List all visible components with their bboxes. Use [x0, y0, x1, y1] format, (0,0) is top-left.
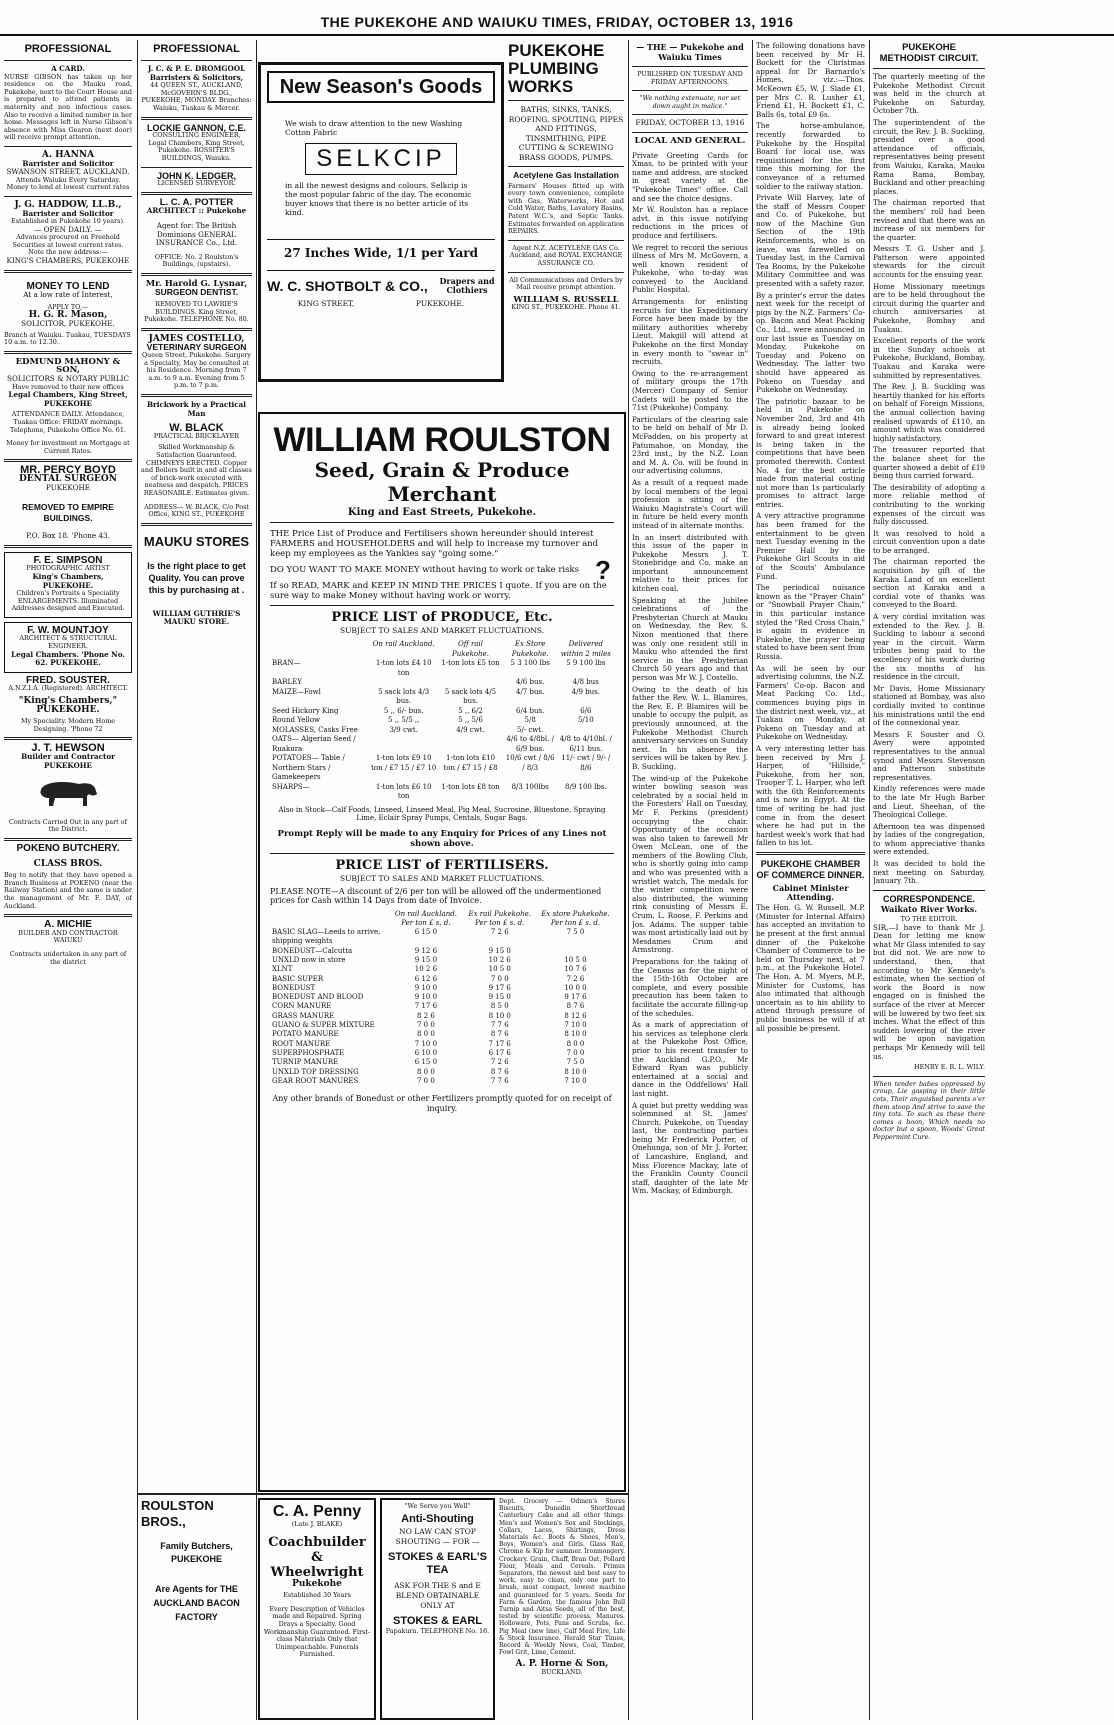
selkcip-logo: SELKCIP: [305, 143, 456, 175]
table-cell: 8 5 0: [490, 1002, 509, 1011]
table-header-row: [270, 910, 614, 929]
table-cell: 1-ton lots £4 10 ton: [375, 659, 432, 677]
table-header-cell: Delivered within 2 miles: [560, 640, 611, 658]
bull-illustration: [4, 776, 132, 813]
table-cell: 7 0 0: [417, 1021, 435, 1030]
table-cell: 8 12 6: [564, 1011, 587, 1020]
paper-nameplate: — THE — Pukekohe and Waiuku Times: [636, 42, 744, 62]
table-cell: 7 17 6: [414, 1002, 438, 1011]
table-cell: 10 5 0: [564, 955, 587, 964]
table-cell: 8 7 6: [490, 1030, 509, 1039]
card-michie: A. MICHIE BUILDER AND CONTRACTOR WAIUKU Contracts undertaken in any part of the district: [9, 919, 127, 966]
table-row: [270, 688, 614, 707]
table-cell: 4/6 bus.: [516, 678, 545, 686]
table-cell: 6 12 6: [414, 974, 438, 983]
table-cell: [438, 678, 502, 688]
column-rule: [869, 40, 870, 1720]
column-methodist-circuit: PUKEKOHE METHODIST CIRCUIT. The quarterly meeting of the Pukekohe Methodist Circuit was held in the church at Pukekohe on Saturday, October 7th. The superintendent of the circuit, the Rev. J. B. Suckling, presided over a good attendance of officials, representatives being present from Waiuku, Karaka, Mauku Rama Rama, Bombay, Buckland and other preaching places. The chairman reported that the members' roll had been revised and that there was an increase of six members for the quarter. Messrs T. G. Usher and J. Patterson were appointed stewards for the circuit accounts for the ensuing year. Home Missionary meetings are to be held throughout the circuit during the quarter and church anniversaries at Pukekohe, Bombay and Tuakau. Excellent reports of the work in the Sunday schools at Pukekohe, Buckland, Bombay, Tuakau and Karaka were submitted by representatives. The Rev. J. B. Suckling was heartily thanked for his efforts on behalf of Foreign Missions, the annual collection having realised upwards of £110, an amount which was considered highly satisfactory. The treasurer reported that the balance sheet for the quarter showed a debit of £19 being thus carried forward. The desirability of adopting a more reliable method of contributing to the working expenses of the circuit was fully discussed. It was resolved to hold a circuit convention upon a date to be arranged. The chairman reported the acquisition by gift of the Karaka Land of an excellent section at Karaka and a cordial vote of thanks was conveyed to the Board. A very cordial invitation was extended to the Rev. J. B. Suckling to labour a second year in the circuit. Warm tributes being paid to the excellency of his work during the six months of his residence in the circuit. Mr Davis, Home Missionary stationed at Bombay, was also cordially invited to continue his ministrations until the end of the connexional year. Messrs F. Souster and O. Avery were appointed representatives to the annual synod and Messrs Stevenson and Patterson substitute representatives. Kindly references were made to the late Mr Hugh Barber and Lieut. Sheehan, of the Theological College. Afternoon tea was dispensed by ladies of the congregation, to whom appreciative thanks were extended. It was decided to hold the next meeting on Saturday, January 7th. CORRESPONDENCE. Waikato River Works. TO THE EDITOR. SIR,—I have to thank Mr J. Dean for letting me know what Mr Glass intended to say but did not. We are now to understand, then, that according to Mr Kennedy's estimate, when the section of work the Board is now engaged on is finished the surface of the river at Mercer will be lowered by two feet six inches. What the effect of this sudden lowering of the river will be upon navigation perhaps Mr Kennedy will tell us. HENRY E. R. L. WILY. When tender babes oppressed by croup, Lie gasping in their little cots, Their anguished parents o'er them stoop And strive to save the tiny tots. To such as these there comes a boon, Which needs no doctor but a spoon, Woods' Great Peppermint Cure.: [873, 42, 985, 1141]
chamber-headline: PUKEKOHE CHAMBER OF COMMERCE DINNER.: [756, 859, 865, 881]
card-mountjoy: F. W. MOUNTJOY ARCHITECT & STRUCTURAL ENGINEER. Legal Chambers. 'Phone No. 62. PUKEKOHE.: [4, 622, 132, 673]
table-cell: POTATO MANURE: [272, 1030, 339, 1039]
table-cell: 10 5 0: [488, 965, 511, 974]
table-cell: 7 2 6: [490, 1058, 509, 1067]
table-cell: BASIC SUPER: [272, 974, 324, 983]
section-heading: PROFESSIONAL: [153, 43, 240, 55]
column-professional-2: [141, 42, 252, 1722]
table-cell: 8 2 6: [417, 1011, 435, 1020]
table-cell: 5 ,, 5/6: [458, 716, 483, 724]
table-row: [270, 965, 614, 974]
table-cell: GEAR ROOT MANURES: [272, 1076, 359, 1085]
table-cell: 7 10 0: [564, 1076, 587, 1085]
table-cell: SUPERPHOSPHATE: [272, 1048, 345, 1057]
table-cell: 5/- cwt.: [516, 725, 544, 734]
table-cell: [438, 735, 502, 754]
table-cell: 4/8 to 4/10bl. / 6/11 bus.: [559, 735, 612, 753]
table-cell: UNXLD TOP DRESSING: [272, 1067, 359, 1076]
column-professional-1: [4, 42, 132, 1722]
table-cell: 6 15 0: [414, 1058, 438, 1067]
table-cell: 9 17 6: [564, 993, 587, 1002]
table-cell: 8 7 6: [566, 1002, 585, 1011]
ad-c-a-penny: C. A. Penny (Late J. BLAKE) Coachbuilder & Wheelwright Pukekohe Established 30 Years Every Description of Vehicles made and Repaired. Spring Drays a Specialty. Good Workmanship Guaranteed. First-class Materials Only that Unimpeachable. Funerals Furnished.: [258, 1498, 376, 1720]
table-cell: BRAN—: [272, 659, 301, 667]
table-header-cell: On rail Auckland.: [372, 640, 435, 648]
table-cell: 10 7 6: [564, 965, 587, 974]
table-cell: 5 ,, 6/2: [458, 706, 483, 715]
table-cell: 8 10 0: [564, 1067, 587, 1076]
ad-william-roulston: WILLIAM ROULSTON Seed, Grain & Produce Merchant King and East Streets, Pukekohe. THE Price List of Produce and Fertilisers shown hereunder should interest FARMERS and HOUSEHOLDERS and will help to increase my turnover and keep my employees as the Yankies say "going some." DO YOU WANT TO MAKE MONEY without having to work or take risks ? If so READ, MARK and KEEP IN MIND THE PRICES I quote. If you are on the sure way to make Money without having work or worry. PRICE LIST of PRODUCE, Etc. SUBJECT TO SALES AND MARKET FLUCTUATIONS. On rail Auckland. Off rail Pukekohe. Ex Store Pukekohe. Delivered within 2 miles BRAN— 1-ton lots £4 10 ton 1-ton lots £5 ton 5 3 100 lbs 5 9 100 lbs BARLEY 4/6 bus. 4/8 bus MAIZE—Fowl 5 sack lots 4/3 bus. 5 sack lots 4/5 bus. 4/7 bus. 4/9 bus. Seed Hickory King 5 ,, 6/- bus. 5 ,, 6/2 6/4 bus. 6/6 Round Yellow 5 ,, 5/5 ,, 5 ,, 5/6 5/8 5/10 MOLASSES, Casks Free 3/9 cwt. 4/9 cwt. 5/- cwt. OATS— Algerian Seed / Ruakura 4/6 to 4/8bl. / 6/9 bus. 4/8 to 4/10bl. / 6/11 bus. POTATOES— Table / Northern Stars / Gamekeepers 1-ton lots £9 10 ton / £7 15 / £7 10 1-ton lots £10 ton / £7 15 / £8 10/6 cwt / 8/6 / 8/3 11/- cwt / 9/- / 8/6 SHARPS— 1-ton lots £6 10 ton 1-ton lots £8 ton 8/3 100lbs 8/9 100 lbs. Also in Stock—Calf Foods, Linseed, Linseed Meal, Pig Meal, Sucrosine, Bluestone, Spraying Lime, Eclair Spray Pumps, Centals, Sugar Bags. Prompt Reply will be made to any Enquiry for Prices of any Lines not shown above. PRICE LIST of FERTILISERS. SUBJECT TO SALES AND MARKET FLUCTUATIONS. PLEASE NOTE—A discount of 2/6 per ton will be allowed off the undermentioned prices for Cash within 14 Days from date of Invoice. On rail Auckland. Per ton £ s. d. Ex rail Pukekohe. Per ton £ s. d. Ex store Pukekohe. Per ton £ s. d. BASIC SLAG—Leeds to arrive, shipping weights 6 15 0 7 2 6 7 5 0 BONEDUST—Calcutta 9 12 6 9 15 0 UNXLD now in store 9 15 0 10 2 6 10 5 0 XLNT 10 2 6 10 5 0 10 7 6 BASIC SUPER 6 12 6 7 0 0 7 2 6 BONEDUST 9 10 0 9 17 6 10 0 0 BONEDUST AND BLOOD 9 10 0 9 15 0 9 17 6 CORN MANURE 7 17 6 8 5 0 8 7 6 GRASS MANURE 8 2 6 8 10 0 8 12 6 GUANO & SUPER MIXTURE 7 0 0 7 7 6 7 10 0 POTATO MANURE 8 0 0 8 7 6 8 10 0 ROOT MANURE 7 10 0 7 17 6 8 0 0 SUPERPHOSPHATE 6 10 0 6 17 6 7 0 0 TURNIP MANURE 6 15 0 7 2 6 7 5 0 UNXLD TOP DRESSING 8 0 0 8 7 6 8 10 0 GEAR ROOT MANURES 7 0 0 7 7 6 7 10 0 Any other brands of Bonedust or other Fertilizers promptly quoted for on receipt of inquiry.: [258, 412, 626, 1492]
card-hanna: A. HANNA Barrister and Solicitor SWANSON STREET, AUCKLAND. Attends Waiuku Every Saturday. Money to lend at lowest current rates: [6, 149, 130, 192]
table-cell: 9 15 0: [488, 946, 511, 955]
table-cell: 4/9 bus.: [571, 687, 600, 696]
table-cell: POTATOES— Table / Northern Stars / Gamekeepers: [272, 754, 345, 781]
table-cell: SHARPS—: [272, 782, 310, 791]
card-souster: FRED. SOUSTER. A.N.Z.I.A. (Registered). ARCHITECT. "King's Chambers," PUKEKOHE. My Speciality. Modern Home Designing. 'Phone 72: [8, 674, 128, 733]
table-header-cell: Ex Store Pukekohe.: [511, 640, 549, 658]
table-cell: 8 0 0: [566, 1039, 585, 1048]
table-cell: 1-ton lots £5 ton: [441, 659, 500, 667]
masthead: [0, 0, 1114, 36]
fertiliser-price-table: [270, 910, 614, 1087]
table-cell: OATS— Algerian Seed / Ruakura: [272, 735, 356, 753]
table-cell: 9 10 0: [414, 993, 438, 1002]
table-cell: 10 2 6: [414, 965, 438, 974]
table-cell: 7 2 6: [490, 928, 509, 937]
table-header-cell: On rail Auckland. Per ton £ s. d.: [394, 909, 457, 927]
table-row: [270, 1021, 614, 1030]
card-ledger: JOHN K. LEDGER, LICENSED SURVEYOR.: [156, 170, 236, 188]
ad-selkcip: New Season's Goods We wish to draw attention to the new Washing Cotton Fabric SELKCIP in all the newest designs and colours. Selkcip is the most popular fabric of the day. The economic buyer knows that there is no better article of its kind. 27 Inches Wide, 1/1 per Yard W. C. SHOTBOLT & CO., Drapers and Clothiers KING STREET, PUKEKOHE.: [258, 62, 504, 382]
card-dromgool: J. C. & P. E. DROMGOOL Barristers & Solicitors, 44 QUEEN ST., AUCKLAND, McGOVERN'S BLDG., PUKEKOHE, MONDAY. Branches: Waiuku, Tuakau & Mercer.: [141, 64, 252, 112]
table-cell: 8 7 6: [490, 1067, 509, 1076]
table-row: [270, 754, 614, 783]
table-cell: 1-ton lots £8 ton: [441, 782, 500, 791]
table-row: [270, 707, 614, 717]
card-percy-boyd: MR. PERCY BOYD DENTAL SURGEON PUKEKOHE REMOVED TO EMPIRE BUILDINGS. P.O. Box 18. 'Phone 43.: [19, 464, 117, 541]
table-cell: 5 ,, 6/- bus.: [383, 706, 424, 715]
table-cell: UNXLD now in store: [272, 955, 346, 964]
table-cell: [369, 678, 438, 688]
table-cell: 7 17 6: [488, 1039, 511, 1048]
table-cell: 4/6 to 4/8bl. / 6/9 bus.: [506, 735, 554, 753]
table-cell: 4/8 bus: [572, 678, 599, 686]
ad-roulston-bros: ROULSTON BROS., Family Butchers, PUKEKOHE Are Agents for THE AUCKLAND BACON FACTORY: [141, 1498, 240, 1622]
section-heading: PROFESSIONAL: [24, 43, 112, 55]
card-mahony: EDMUND MAHONY & SON, SOLICITORS & NOTARY PUBLIC Have removed to their new offices Legal Chambers, King Street, PUKEKOHE ATTENDANCE DAILY. Attendance, Tuakau Office: FRIDAY mornings. Telephone, Pukekohe Office No. 61. Money for investment on Mortgage at Current Rates.: [6, 356, 130, 455]
table-header-cell: Ex rail Pukekohe. Per ton £ s. d.: [468, 909, 531, 927]
card-nurse-gibson: A CARD. NURSE GIBSON has taken up her residence on the Mauku road, Pukekohe, next to the Court House and is prepared to attend patients in maternity and non infectious cases. Also to receive a limited number in her home. Messages left in Nurse Gibson's absence with Miss Gearon (next door) will receive prompt attention.: [4, 64, 132, 142]
table-cell: 7 0 0: [417, 1076, 435, 1085]
table-cell: GRASS MANURE: [272, 1011, 335, 1020]
table-cell: XLNT: [272, 965, 293, 974]
table-cell: 10 2 6: [488, 955, 511, 964]
card-mason: MONEY TO LEND At a low rate of Interest, APPLY TO,— H. G. R. Mason, SOLICITOR, PUKEKOHE. Branch at Waiuku. Tuakau, TUESDAYS 10 a.m. to 12.30.: [4, 280, 131, 347]
table-row: [270, 993, 614, 1002]
table-cell: 6 15 0: [414, 928, 438, 937]
ad-stokes-earl: "We Serve you Well" Anti-Shouting NO LAW CAN STOP SHOUTING — FOR — STOKES & EARL'S TEA ASK FOR THE S and E BLEND OBTAINABLE ONLY AT STOKES & EARL Papakura. TELEPHONE No. 16.: [380, 1498, 495, 1720]
masthead-title: THE PUKEKOHE AND WAIUKU TIMES, FRIDAY, OCTOBER 13, 1916: [320, 14, 794, 30]
table-cell: 10/6 cwt / 8/6 / 8/3: [505, 754, 555, 772]
table-cell: 1-ton lots £9 10 ton / £7 15 / £7 10: [371, 754, 437, 772]
table-cell: 6 17 6: [488, 1048, 511, 1057]
table-cell: ROOT MANURE: [272, 1039, 331, 1048]
table-cell: 5 ,, 5/5 ,,: [388, 716, 420, 724]
table-cell: 6 10 0: [414, 1048, 438, 1057]
table-cell: 5/8: [524, 716, 536, 724]
table-cell: 9 15 0: [488, 993, 511, 1002]
table-cell: 9 12 6: [414, 946, 438, 955]
table-cell: 9 15 0: [414, 955, 438, 964]
ad-plumbing-works: PUKEKOHE PLUMBING WORKS BATHS, SINKS, TANKS, ROOFING, SPOUTING, PIPES AND FITTINGS, TINSMITHING, PIPE CUTTING & SCREWING BRASS GOODS, PUMPS. Acetylene Gas Installation Farmers' Houses fitted up with every town convenience, complete with Gas, Waterworks, Hot and Cold Water, Baths, Lavatory Basins, Patent W.C.'s, and Septic Tanks. Estimates forwarded on application REPAIRS. Agent N.Z. ACETYLENE GAS Co. Auckland, and ROYAL EXCHANGE ASSURANCE CO. All Communications and Orders by Mail receive prompt attention. WILLIAM S. RUSSELL KING ST., PUKEKOHE. Phone 41.: [508, 42, 624, 312]
table-cell: BONEDUST—Calcutta: [272, 946, 353, 955]
table-cell: CORN MANURE: [272, 1002, 332, 1011]
table-row: [270, 716, 614, 726]
table-cell: 8/9 100 lbs.: [565, 782, 607, 791]
column-rule: [137, 40, 138, 1720]
question-mark: ?: [595, 555, 611, 585]
table-cell: [558, 726, 614, 736]
table-row: [270, 1049, 614, 1058]
table-row: [270, 735, 614, 754]
card-gannon: LOCKIE GANNON, C.E. CONSULTING ENGINEER, Legal Chambers, King Street, Pukekohe. ROSSITER'S BUILDINGS, Waiuku.: [146, 122, 246, 162]
table-row: [270, 659, 614, 678]
table-cell: 6/4 bus.: [516, 706, 545, 715]
table-cell: 1-ton lots £10 ton / £7 15 / £8: [443, 754, 498, 772]
table-cell: MOLASSES, Casks Free: [272, 725, 358, 734]
table-header-cell: Off rail Pukekohe.: [452, 640, 489, 658]
column-rule: [628, 40, 629, 1720]
table-cell: 5 3 100 lbs: [510, 659, 550, 667]
table-cell: 8 0 0: [417, 1030, 435, 1039]
table-cell: 3/9 cwt.: [389, 725, 418, 734]
table-cell: 7 10 0: [414, 1039, 438, 1048]
table-row: [270, 1077, 614, 1086]
table-cell: 8/3 100lbs: [511, 782, 549, 791]
table-cell: [369, 735, 438, 754]
card-potter: L. C. A. POTTER ARCHITECT :: Pukekohe Agent for: The British Dominions GENERAL INSURANCE Co., Ltd. OFFICE: No. 2 Roulston's Buildings, (upstairs).: [146, 196, 247, 269]
ad-horne-son: Dept. Grocery — Odmen's Stores Biscuits, Dunedin Shortbread Canterbury Cake and all other things. Men's and Women's Sox and Stockings, Collars, Laces, Shirtings, Dress Materials &c. Boots & Shoes, Men's, Boys, Women's and Girls. Glass Rail, Chrome & Kip for summer. Ironmongery. Crockery. Grain, Chaff, Bran Oat, Pollard Flour, Meals and Cereals. Primus Separators, the newest and best easy to work, easy to clean, only one part to brush, most compact, lowest machine and guaranteed for 5 years. Seeds for Farm & Garden, the famous John Bull Turnip and Aitsa Seeds, all of the best, tested by scientific process. Manures. Holloware, Pots, Pans and Scrubs, &c. Pig Meal (new line), Calf Meal Fire, Life & Stock Insurance. Herald Star Times, Record & Weekly News, Coal, Timber, Fowl Grit, Lime, Cement. A. P. Horne & Son, BUCKLAND.: [499, 1498, 625, 1677]
table-cell: 1-ton lots £6 10 ton: [375, 782, 432, 800]
table-header-cell: [270, 910, 389, 929]
table-row: [270, 975, 614, 984]
table-cell: 11/- cwt / 9/- / 8/6: [561, 754, 611, 772]
table-row: [270, 726, 614, 736]
table-row: [270, 1040, 614, 1049]
column-local-news: — THE — Pukekohe and Waiuku Times PUBLISHED ON TUESDAY AND FRIDAY AFTERNOONS. "We nothing extenuate, nor set down aught in malice." FRIDAY, OCTOBER 13, 1916 LOCAL AND GENERAL. Private Greeting Cards for Xmas, to be printed with your name and address, are stocked in great variety at the "Pukekohe Times" office. Call and see the choice designs. Mr W. Roulston has a replace advt. in this issue notifying reductions in the prices of produce and fertilisers. We regret to record the serious illness of Mrs M. McGovern, a well known resident of Pukekohe, who to-day was conveyed to the Auckland Public Hospital. Arrangements for enlisting recruits for the Expeditionary Force have been made by the military authorities whereby Lieut. Makgill will attend at Pukekohe on the first Monday in every month to "swear in" recruits. Owing to the re-arrangement of military groups the 17th (Mercer) Company of Senior Cadets will be posted to the 71st (Pukekohe) Company. Particulars of the clearing sale to be held on behalf of Mr D. McFadden, on his property at Patumahoe, on Monday, the 23rd inst., by the N.Z. Loan and M. A. Co. will be found in our advertising columns. As a result of a request made by local members of the legal profession a sitting of the Waiuku Magistrate's Court will in future be held every month instead of in alternate months. In an insert distributed with this issue of the paper in Pukekohe Messrs J. T. Stonebridge and Co. make an important announcement relative to their prices for kitchen coal. Speaking at the Jubilee celebrations of the Presbyterian Church at Mauku on Wednesday, the Rev. S. Nixon mentioned that there was only one resident still in Mauku who attended the first service in the Presbyterian Church 50 years ago and that person was Mr W. J. Costello. Owing to the death of his father the Rev. W. L. Blamires, the Rev. E. P. Blamires will be unable to occupy the pulpit, as previously announced, at the Pukekohe Methodist Church anniversary services on Sunday next. In his absence the services will be taken by Rev. J. B. Suckling. The wind-up of the Pukekohe winter bowling season was celebrated by a social held in the Foresters' Hall on Tuesday, Mr F. Perkins (president) occupying the chair. Opportunity of the occasion was also taken to farewell Mr Owen McLean, one of the members of the Bowling Club, who is shortly going into camp and who was presented with a wristlet watch. The medals for the winter competition were also distributed, the winning rink consisting of Messrs E. Crum, L. Roose, F. Perkins and Jos. Adams. The supper table was most artistically laid out by Mesdames Crum and Armstrong. Preparations for the taking of the Census as for the night of the 15th-16th October are complete, and every possible precaution has been taken to facilitate the accurate filling-up of the schedules. As a mark of appreciation of his services as telephone clerk at the Pukekohe Post Office, prior to his recent transfer to the Auckland G.P.O., Mr Edward Ryan was publicly entertained at a social and dance in the Oddfellows' Hall last night. A quiet but pretty wedding was solemnised at St. James' Church, Pukekohe, on Tuesday last, the contracting parties being Mr Frederick Porter, of Onehunga, son of Mr J. Porter, of Lancashire, England, and Miss Florence Mackay, late of the Franklin County Council staff, daughter of the late Mr Wm. Mackay, of Edinburgh.: [632, 42, 748, 1196]
column-rule: [256, 40, 257, 1720]
table-cell: 7 0 0: [490, 974, 509, 983]
table-cell: TURNIP MANURE: [272, 1058, 339, 1067]
table-cell: 7 5 0: [566, 1058, 585, 1067]
table-cell: 7 10 0: [564, 1021, 587, 1030]
table-cell: MAIZE—Fowl: [272, 687, 321, 696]
table-row: [270, 678, 614, 688]
table-cell: Seed Hickory King: [272, 706, 339, 715]
correspondence-headline: CORRESPONDENCE.: [882, 893, 975, 904]
table-header-cell: Ex store Pukekohe. Per ton £ s. d.: [541, 909, 610, 927]
column-news-continued: The following donations have been received by Mr H. Bockett for the Christmas appeal for Dr Barnardo's Homes, viz.:—Thos. McKeown £5, W. J. Slade £1, per Mrs C. R. Lusher £1, Friend £1, H. Bockett £1, C. Balls 6s, total £9 6s. The horse-ambulance, recently forwarded to Pukekohe by the Hospital Board for local use, was requisitioned for the first time this morning for the conveyance of a returned soldier to the railway station. Private Will Harvey, late of the staff of Messrs Cooper and Co. of Pukekohe, but now of the Machine Gun Section of the 19th Reinforcements, who is on leave, was farewelled on Tuesday last, in the Carnival Tea Rooms, by the Pukekohe Military Committee and was presented with a safety razor. By a printer's error the dates next week for the receipt of pigs by the N.Z. Farmers' Co-op. Bacon and Meat Packing Co., Ltd., were announced in our last issue as Tuesday on Monday, Pukekohe on Tuesday and Pokeno on Wednesday. The latter two should have appeared as Pokeno on Tuesday and Pukekohe on Wednesday. The patriotic bazaar to be held in Pukekohe on November 2nd, 3rd and 4th is already being looked forward to and great interest is being taken in the competitions that have been promoted therewith. Contest No. 4 for the best article made from material costing not more than 1s particularly promises to attract large entries. A very attractive programme has been framed for the entertainment to be given next Tuesday evening in the Premier Hall by the Pukekohe Girl Scouts in aid of the Scouts' Ambulance Fund. The periodical nuisance known as the "Prayer Chain" or "Snowball Prayer Chain," in this particular instance styled the "Red Cross Chain," is again in evidence in Pukekohe, the prayer being stated to have been sent from Russia. As will be seen by our advertising columns, the N.Z. Farmers' Co-op. Bacon and Meat Packing Co. Ltd., commences buying pigs in the district next week, viz., at Tuakau on Monday, at Pokeno on Tuesday and at Pukekohe on Wednesday. A very interesting letter has been received by Mrs J. Harper, of "Hillside," Pukekohe, from her son, Trooper T. L. Harper, who left with the 6th Reinforcements and is now in Egypt. At the time of writing he had just come in from the desert where he had put in the hardest week's work that had fallen to his lot. PUKEKOHE CHAMBER OF COMMERCE DINNER. Cabinet Minister Attending. The Hon. G. W. Russell, M.P. (Minister for Internal Affairs) has accepted an invitation to be present at the first annual dinner of the Pukekohe Chamber of Commerce to be held on Thursday next, at 7 p.m., at the Pukekohe Hotel. The Hon. A. M. Myers, M.P., Minister for Customs, has also intimated that although uncertain as to his ability to attend through pressure of public business he will if at all possible be present.: [756, 42, 865, 1033]
table-cell: [537, 947, 614, 956]
table-cell: 6/6: [580, 706, 592, 715]
table-row: [270, 984, 614, 993]
table-row: [270, 1058, 614, 1067]
roulston-name: WILLIAM ROULSTON: [273, 421, 611, 459]
table-row: [270, 956, 614, 965]
table-row: [270, 1030, 614, 1039]
table-cell: GUANO & SUPER MIXTURE: [272, 1021, 375, 1030]
table-cell: 9 17 6: [488, 983, 511, 992]
table-cell: 5 sack lots 4/3 bus.: [378, 687, 430, 705]
table-cell: 9 10 0: [414, 983, 438, 992]
card-mauku-stores: MAUKU STORES Is the right place to get Quality. You can prove this by purchasing at . WILLIAM GUTHRIE'S MAUKU STORE.: [143, 533, 250, 627]
table-cell: 5 9 100 lbs: [566, 659, 606, 667]
table-row: [270, 1012, 614, 1021]
table-cell: 8 10 0: [564, 1030, 587, 1039]
table-cell: 5 sack lots 4/5 bus.: [444, 687, 497, 705]
card-haddow: J. G. HADDOW, LL.B., Barrister and Solicitor Established in Pukekohe 10 years). — OPEN DAILY. — Advances procured on Freehold Securities at lowest current rates. Note the new address:— KING'S CHAMBERS, PUKEKOHE: [6, 199, 130, 266]
card-pokeno-butchery: POKENO BUTCHERY. CLASS BROS. Beg to notify that they have opened a Branch Business at POKENO (near the Railway Station) and the same is under the management of Mr. F. DAY, of Auckland.: [4, 842, 132, 910]
table-row: [270, 1068, 614, 1077]
table-header-cell: [270, 640, 369, 659]
table-row: [270, 783, 614, 802]
table-header-row: [270, 640, 614, 659]
table-row: [270, 1002, 614, 1011]
table-cell: BASIC SLAG—Leeds to arrive, shipping weights: [272, 928, 381, 946]
table-cell: 10 0 0: [564, 983, 587, 992]
card-costello: JAMES COSTELLO, VETERINARY SURGEON Queen Street, Pukekohe. Surgery a Specialty, May be consulted at his Residence. Morning from 7 a.m. to 9 a.m. Evening from 5 p.m. to 7 p.m.: [141, 333, 252, 390]
card-lysnar: Mr. Harold G. Lysnar, SURGEON DENTIST. REMOVED TO LAWRIE'S BUILDINGS. King Street, Pukekohe. TELEPHONE No. 80.: [144, 278, 249, 324]
card-black-bricklayer: Brickwork by a Practical Man W. BLACK PRACTICAL BRICKLAYER Skilled Workmanship & Satisfaction Guaranteed. CHIMNEYS ERECTED. Copper and Boilers built in and all classes of brick-work executed with neatness and despatch. PRICES REASONABLE. Estimates given. ADDRESS— W. BLACK, C/o Post Office, KING ST., PUKEKOHE: [141, 400, 252, 519]
table-row: [270, 947, 614, 956]
methodist-headline: PUKEKOHE METHODIST CIRCUIT.: [879, 42, 979, 64]
column-rule: [752, 40, 753, 1720]
table-cell: Round Yellow: [272, 716, 321, 724]
table-cell: 7 0 0: [566, 1048, 585, 1057]
card-hewson: J. T. HEWSON Builder and Contractor PUKEKOHE Contracts Carried Out in any part of the District.: [4, 744, 132, 834]
table-cell: 8 10 0: [488, 1011, 511, 1020]
table-cell: 7 7 6: [490, 1076, 509, 1085]
card-simpson: F. E. SIMPSON PHOTOGRAPHIC ARTIST King's Chambers, PUKEKOHE. Children's Portraits a Speciality ENLARGEMENTS. Illuminated Addresses designed and Executed.: [4, 552, 132, 618]
table-cell: BONEDUST AND BLOOD: [272, 993, 364, 1002]
produce-price-table: [270, 640, 614, 802]
table-cell: 4/9 cwt.: [456, 725, 485, 734]
table-row: [270, 928, 614, 947]
table-cell: 4/7 bus.: [516, 687, 545, 696]
table-cell: 5/10: [577, 716, 594, 724]
table-cell: BONEDUST: [272, 983, 316, 992]
table-cell: 7 7 6: [490, 1021, 509, 1030]
table-cell: 7 2 6: [566, 974, 585, 983]
table-cell: 8 0 0: [417, 1067, 435, 1076]
table-cell: 7 5 0: [566, 928, 585, 937]
table-cell: BARLEY: [272, 678, 302, 686]
